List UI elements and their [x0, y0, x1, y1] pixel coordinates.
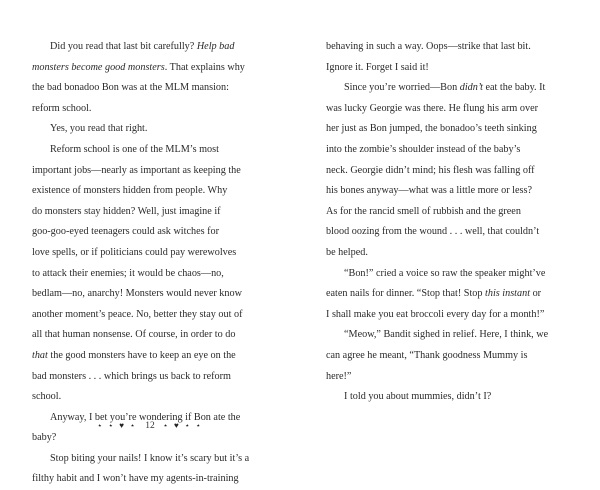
text-line: do monsters stay hidden? Well, just imagine if: [32, 205, 221, 217]
text-line: be helped.: [326, 246, 368, 258]
text-line: into the zombie’s shoulder instead of the baby’s: [326, 143, 521, 155]
text-line: important jobs—nearly as important as keeping the: [32, 164, 241, 176]
text-line: blood oozing from the wound . . . well, that couldn’t: [326, 226, 540, 238]
text-line: existence of monsters hidden from people. Why: [32, 185, 228, 197]
text-line: his bones anyway—what was a little more or less?: [326, 185, 532, 197]
text-line: to attack their enemies; it would be chaos—no,: [32, 267, 224, 279]
text-line: bad monsters . . . which brings us back to reform: [32, 370, 231, 382]
text-line: “Meow,” Bandit sighed in relief. Here, I think, we: [344, 329, 549, 341]
text-line: Ignore it. Forget I said it!: [326, 61, 429, 73]
text-line: behaving in such a way. Oops—strike that last bit.: [326, 41, 531, 52]
text-line: neck. Georgie didn’t mind; his flesh was falling off: [326, 164, 535, 176]
text-line: can agree he meant, “Thank goodness Mummy is: [326, 349, 528, 361]
text-line: As for the rancid smell of rubbish and the green: [326, 205, 521, 217]
ornament-left-icon: ⋆ ⋆ ♥ ⋆: [97, 421, 137, 430]
text-line: here!”: [326, 370, 352, 382]
text-line: bedlam—no, anarchy! Monsters would never know: [32, 288, 242, 300]
text-line: “Bon!” cried a voice so raw the speaker might’ve: [344, 267, 546, 279]
text-line: all that human nonsense. Of course, in order to do: [32, 329, 236, 341]
text-line: reform school.: [32, 102, 92, 114]
text-line: filthy habit and I won’t have my agents-in-training: [32, 473, 239, 485]
text-line: I told you about mummies, didn’t I?: [344, 391, 492, 403]
text-line: was lucky Georgie was there. He flung his arm over: [326, 102, 538, 114]
text-line: Since you’re worried—Bon didn’t eat the baby. It: [344, 82, 546, 94]
ornament-right-icon: ⋆ ♥ ⋆ ⋆: [163, 421, 203, 430]
right-page-text: [326, 37, 568, 408]
text-line: the bad bonadoo Bon was at the MLM mansion:: [32, 82, 229, 94]
text-line: that the good monsters have to keep an eye on the: [32, 349, 236, 361]
text-line: her just as Bon jumped, the bonadoo’s teeth sinking: [326, 123, 537, 135]
text-line: monsters become good monsters. That explains why: [32, 61, 245, 73]
text-line: Yes, you read that right.: [50, 123, 148, 135]
text-line: Stop biting your nails! I know it’s scary but it’s a: [50, 452, 250, 464]
text-line: eaten nails for dinner. “Stop that! Stop this instant or: [326, 288, 542, 300]
text-line: baby?: [32, 432, 57, 444]
page-footer: [0, 420, 300, 431]
text-line: I shall make you eat broccoli every day for a month!”: [326, 308, 545, 320]
text-line: Anyway, I bet you’re wondering if Bon ate the: [50, 411, 241, 423]
text-line: Reform school is one of the MLM’s most: [50, 143, 219, 155]
text-line: Did you read that last bit carefully? Help bad: [50, 41, 235, 52]
text-line: love spells, or if politicians could pay werewolves: [32, 246, 237, 258]
page-number: 12: [145, 421, 155, 431]
text-line: goo-goo-eyed teenagers could ask witches for: [32, 226, 219, 238]
text-line: school.: [32, 391, 62, 403]
text-line: another moment’s peace. No, better they stay out of: [32, 308, 243, 320]
